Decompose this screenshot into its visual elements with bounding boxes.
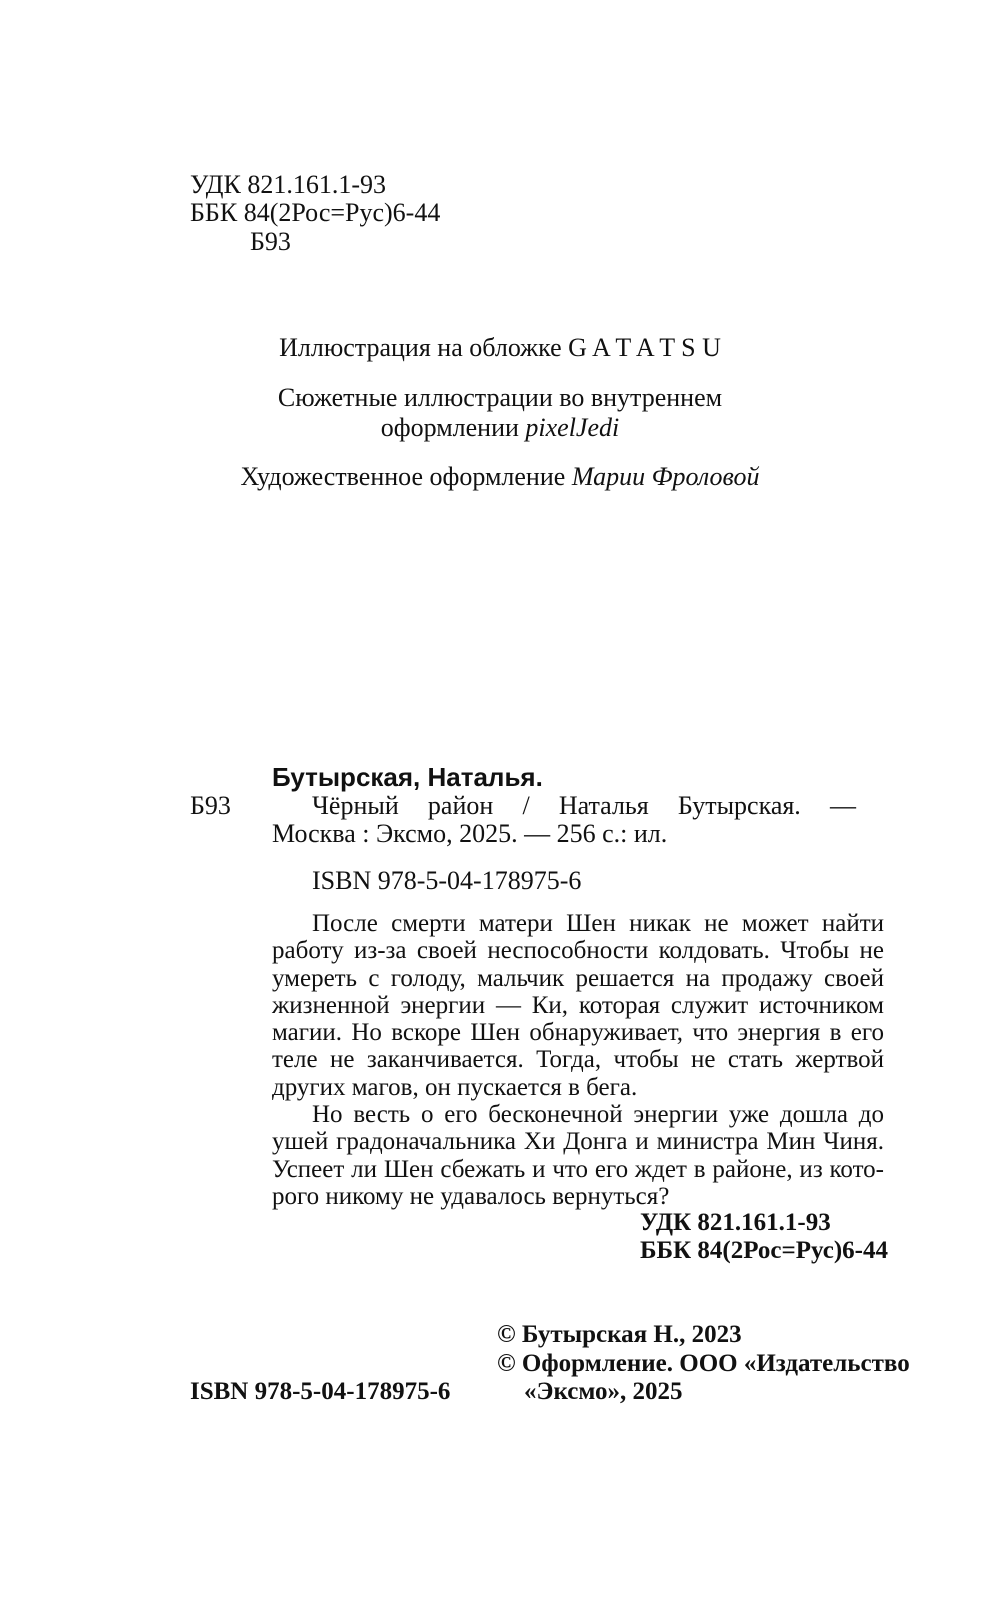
copyright-design-line1: © Оформление. ООО «Издательство [497,1350,910,1377]
catalog-author: Бутырская, Наталья. [272,762,543,792]
annotation-line: магии. Но вскоре Шен обнаруживает, что энергия в его [272,1019,884,1047]
annotation-line: других магов, он пускается в бега. [272,1073,638,1101]
annotation-line: рого никому не удавалось вернуться? [272,1182,670,1210]
catalog-author-mark: Б93 [190,791,231,820]
copyright-design-line2: «Эксмо», 2025 [524,1378,683,1405]
bbk-header: ББК 84(2Рос=Рус)6-44 [190,198,441,227]
design-credit-prefix: Художественное оформление [240,462,572,491]
story-illustrations-credit-line2 [0,413,1000,443]
annotation-line: умереть с голоду, мальчик решается на продажу своей [272,964,884,992]
design-credit-artist: Марии Фроловой [571,462,760,491]
udk-footer: УДК 821.161.1-93 [640,1209,831,1236]
annotation-line: работу из-за своей неспособности колдовать. Чтобы не [272,937,884,965]
udk-header: УДК 821.161.1-93 [190,170,387,199]
story-illustrations-artist: pixelJedi [525,413,620,442]
catalog-title-line1: Чёрный район / Наталья Бутырская. — [312,791,856,820]
bbk-footer: ББК 84(2Рос=Рус)6-44 [640,1237,888,1264]
isbn-footer: ISBN 978-5-04-178975-6 [190,1378,451,1405]
annotation-paragraph-2 [272,1101,884,1210]
annotation-line: Успеет ли Шен сбежать и что его ждет в районе, из кото- [272,1155,884,1183]
story-illustrations-prefix: оформлении [380,413,526,442]
annotation-line: жизненной энергии — Ки, которая служит источником [272,991,884,1019]
design-credit [0,462,1000,492]
cover-illustration-credit: Иллюстрация на обложке G A T A T S U [279,333,721,362]
catalog-title-line2: Москва : Эксмо, 2025. — 256 с.: ил. [272,819,668,848]
annotation-line: ушей градоначальника Хи Донга и министра Мин Чиня. [272,1128,884,1156]
annotation-paragraph-1 [272,910,884,1101]
annotation-line: После смерти матери Шен никак не может найти [312,910,884,937]
copyright-author: © Бутырская Н., 2023 [497,1321,742,1348]
annotation-line: Но весть о его бесконечной энергии уже дошла до [312,1101,884,1128]
annotation-line: теле не заканчивается. Тогда, чтобы не стать жертвой [272,1046,884,1074]
author-mark-header: Б93 [250,227,291,256]
story-illustrations-credit-line1: Сюжетные иллюстрации во внутреннем [277,383,723,412]
catalog-isbn: ISBN 978-5-04-178975-6 [312,866,582,895]
